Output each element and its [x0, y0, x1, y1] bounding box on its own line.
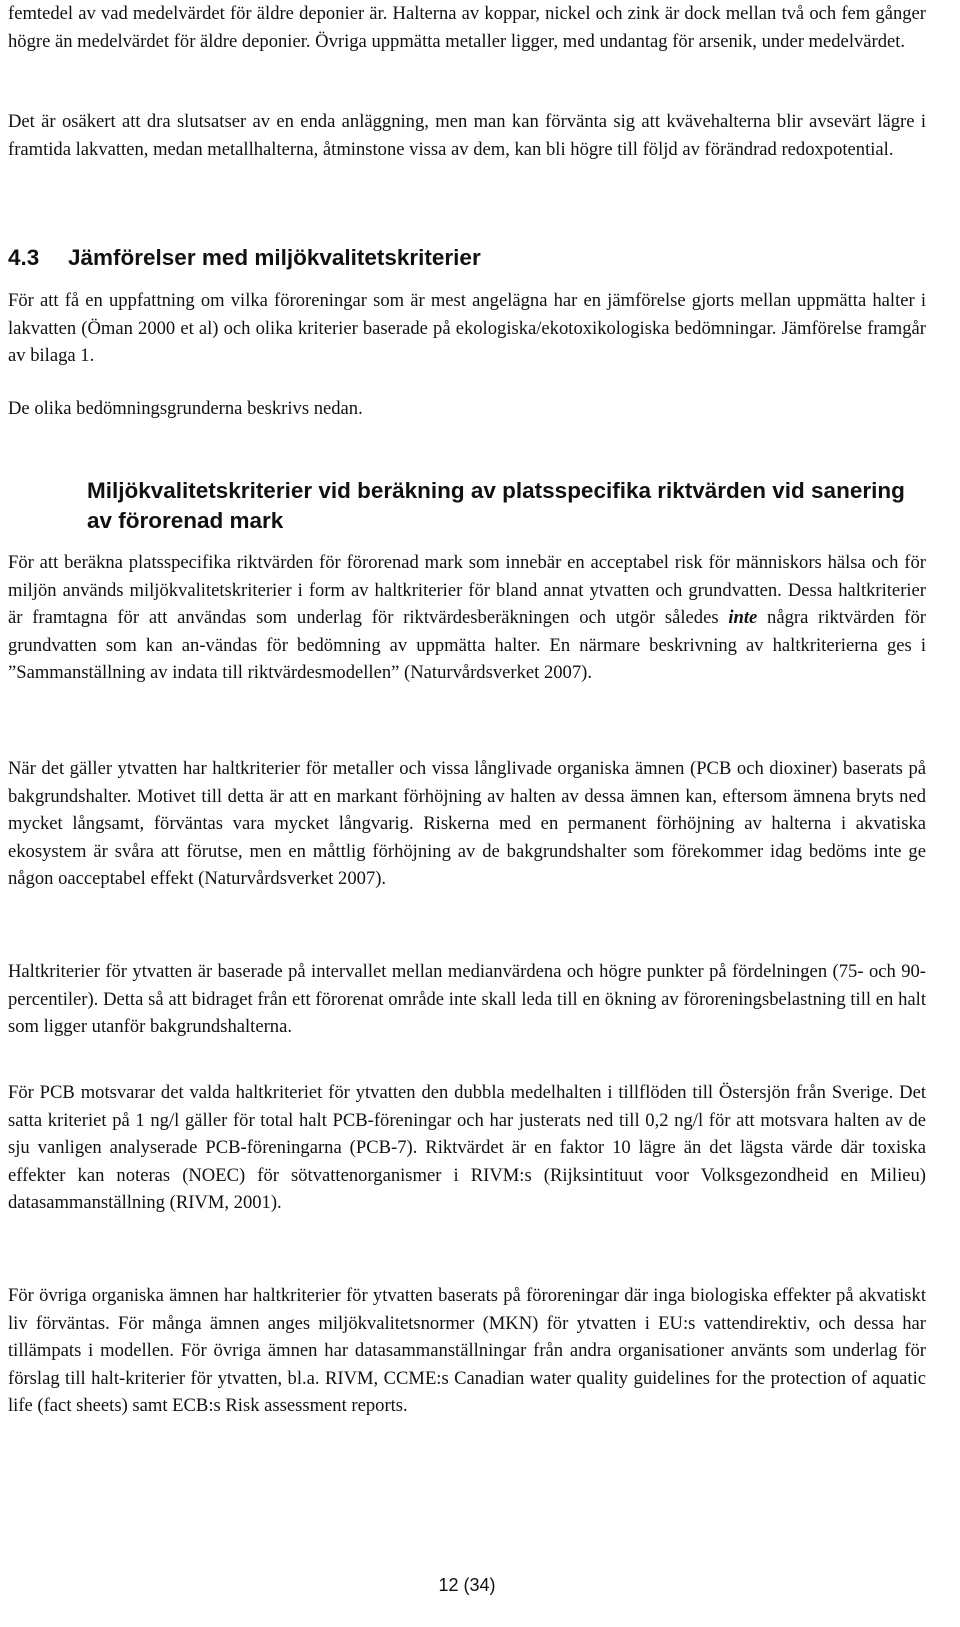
body-paragraph: För PCB motsvarar det valda haltkriteriet för ytvatten den dubbla medelhalten i tillflöden till Östersjön från Sverige. Det satta kriteriet på 1 ng/l gäller för total halt PCB-föreningar och har justerats ned till 0,2 ng/l för att motsvara halten av de sju vanligen analyserade PCB-föreningarna (PCB-7). Riktvärdet är en faktor 10 lägre än det lägsta värde där toxiska effekter kan noteras (NOEC) för sötvattenorganismer i RIVM:s (Rijksintituut voor Volksgezondheid en Milieu) datasammanställning (RIVM, 2001). [8, 1082, 926, 1213]
body-paragraph: Det är osäkert att dra slutsatser av en enda anläggning, men man kan förvänta sig att kvävehalterna blir avsevärt lägre i framtida lakvatten, medan metallhalterna, åtminstone vissa av dem, kan bli högre till följd av förändrad redoxpotential. [8, 111, 926, 160]
body-paragraph [8, 549, 926, 687]
paragraph-text: För att beräkna platsspecifika riktvärden för förorenad mark som innebär en acceptabel risk för människors hälsa och för miljön används miljökvalitetskriterier i form av haltkriterier för bland annat ytvatten och grundvatten. Dessa haltkriterier är framtagna för att användas som underlag för riktvärdesberäkningen och utgör således [8, 552, 926, 628]
subsection-heading [8, 476, 926, 536]
body-paragraph: De olika bedömningsgrunderna beskrivs nedan. [8, 398, 363, 419]
body-paragraph: Haltkriterier för ytvatten är baserade på intervallet mellan medianvärdena och högre punkter på fördelningen (75- och 90-percentiler). Detta så att bidraget från ett förorenat område inte skall leda till en ökning av föroreningsbelastning till en halt som ligger utanför bakgrundshalterna. [8, 961, 926, 1037]
body-paragraph: För övriga organiska ämnen har haltkriterier för ytvatten baserats på föroreningar där inga biologiska effekter på akvatiskt liv förväntas. För många ämnen anges miljökvalitetsnormer (MKN) för ytvatten i EU:s vattendirektiv, och dessa har tillämpats i modellen. För övriga ämnen har datasammanställningar från andra organisationer använts som underlag för förslag till halt-kriterier för ytvatten, bl.a. RIVM, CCME:s Canadian water quality guidelines for the protection of aquatic life (fact sheets) samt ECB:s Risk assessment reports. [8, 1285, 926, 1416]
body-paragraph: När det gäller ytvatten har haltkriterier för metaller och vissa långlivade organiska ämnen (PCB och dioxiner) baserats på bakgrundshalter. Motivet till detta är att en markant förhöjning av halten av dessa ämnen kan, eftersom ämnena bryts ned mycket långsamt, förväntas vara mycket långvarig. Riskerna med en permanent förhöjning av halterna i akvatiska ekosystem är svåra att förutse, men en måttlig förhöjning av de bakgrundshalter som förekommer idag bedöms inte ge någon oacceptabel effekt (Naturvårdsverket 2007). [8, 758, 926, 889]
emphasis-text: inte [728, 607, 758, 628]
subsection-title: Miljökvalitetskriterier vid beräkning av platsspecifika riktvärden vid sanering av förorenad mark [87, 478, 905, 533]
section-number: 4.3 [8, 245, 40, 270]
page-number: 12 (34) [438, 1575, 496, 1595]
document-page [8, 0, 926, 1627]
subsection-number [8, 476, 87, 506]
section-title: Jämförelser med miljökvalitetskriterier [68, 245, 481, 270]
body-paragraph: femtedel av vad medelvärdet för äldre deponier är. Halterna av koppar, nickel och zink är dock mellan två och fem gånger högre än medelvärdet för äldre deponier. Övriga uppmätta metaller ligger, med undantag för arsenik, under medelvärdet. [8, 3, 926, 52]
body-paragraph: För att få en uppfattning om vilka föroreningar som är mest angelägna har en jämförelse gjorts mellan uppmätta halter i lakvatten (Öman 2000 et al) och olika kriterier baserade på ekologiska/ekotoxikologiska bedömningar. Jämförelse framgår av bilaga 1. [8, 290, 926, 366]
paragraph-text: några riktvärden för grundvatten som kan an-vändas för bedömning av uppmätta halter. En närmare beskrivning av haltkriterierna ges i ”Sammanställning av indata till riktvärdesmodellen” (Naturvårdsverket 2007). [8, 607, 926, 683]
section-heading [8, 243, 926, 273]
